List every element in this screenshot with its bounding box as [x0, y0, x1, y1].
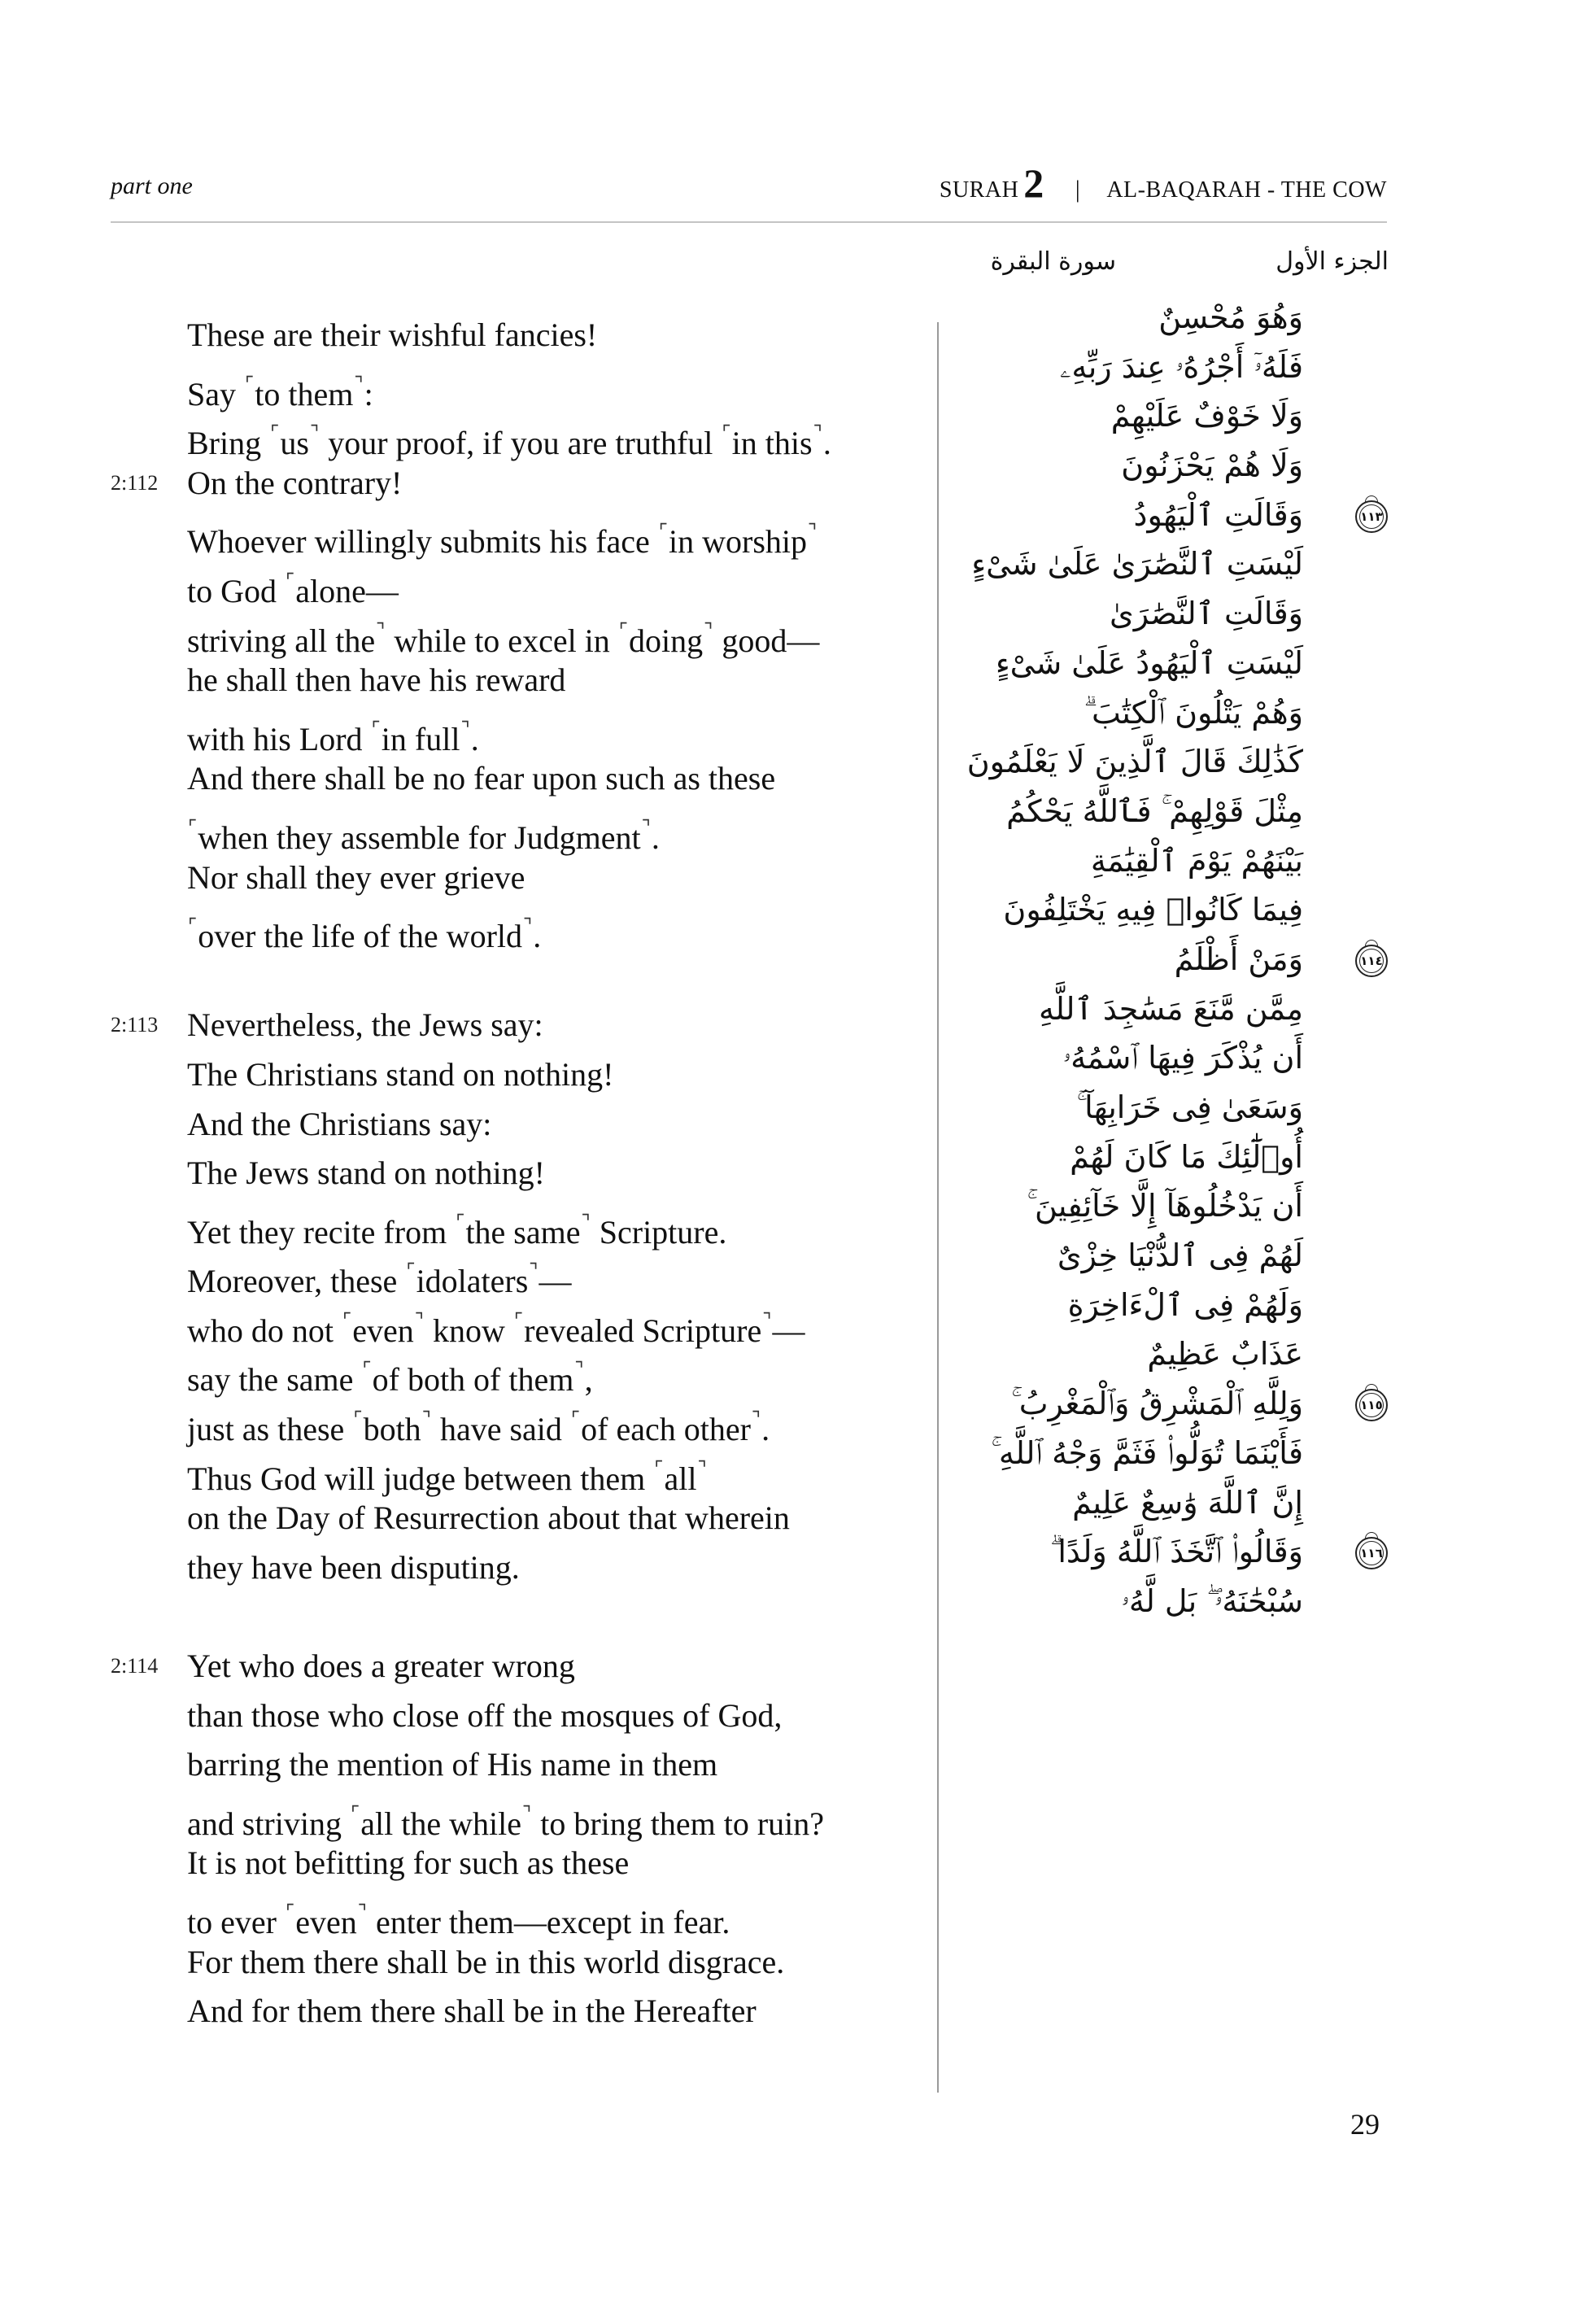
arabic-line: [799, 1133, 1303, 1182]
interpolation-bracket: ⌜: [456, 1211, 465, 1233]
verse-number: 2:113: [111, 1013, 159, 1037]
translation-text: [187, 1494, 790, 1543]
arabic-text: أَن يُذْكَرَ فِيهَا ٱسْمُهُۥ: [1062, 1040, 1303, 1076]
arabic-text: وَهُوَ مُحْسِنٌ: [1158, 299, 1303, 335]
interpolation-bracket: ⌝: [460, 718, 470, 740]
text-segment: ,: [584, 1361, 593, 1399]
text-segment: And for them there shall be in the Hereafter: [187, 1993, 757, 2030]
translation-text: [187, 1938, 784, 1988]
arabic-line: [799, 1181, 1303, 1231]
text-segment: to bring them to ruin?: [532, 1805, 825, 1842]
text-segment: The Christians stand on nothing!: [187, 1055, 614, 1093]
translation-text: [187, 1050, 613, 1100]
translation-text: [187, 1987, 757, 2036]
text-segment: .: [533, 918, 542, 955]
text-segment: who do not: [187, 1312, 342, 1349]
text-segment: :: [364, 375, 373, 412]
arabic-line: [799, 688, 1303, 738]
arabic-line: [799, 1231, 1303, 1281]
translation-line: [0, 1395, 927, 1448]
translation-line: [0, 754, 927, 804]
translation-text: [187, 1543, 520, 1593]
interpolation-bracket: ⌜: [270, 423, 280, 445]
text-segment: It is not befitting for such as these: [187, 1844, 630, 1882]
text-segment: —: [772, 1312, 805, 1349]
interpolation-bracket: ⌜: [362, 1360, 372, 1381]
text-segment: even: [352, 1312, 414, 1349]
verse-marker-number: ١١٥: [1360, 1398, 1383, 1413]
verse-marker-medallion-icon: [1354, 1532, 1393, 1571]
translation-text: [187, 853, 525, 903]
translation-text: [187, 1001, 543, 1050]
arabic-line: [799, 885, 1303, 935]
translation-line: [0, 1494, 927, 1543]
interpolation-bracket: ⌝: [641, 817, 651, 839]
text-segment: The Jews stand on nothing!: [187, 1154, 545, 1192]
translation-line: [0, 656, 927, 705]
translation-line: [0, 1691, 927, 1741]
arabic-line: [799, 836, 1303, 886]
translation-text: [187, 656, 565, 705]
text-segment: they have been disputing.: [187, 1548, 520, 1586]
interpolation-bracket: ⌝: [808, 522, 818, 543]
translation-line: [0, 360, 927, 410]
translation-line: [0, 1050, 927, 1100]
interpolation-bracket: ⌜: [350, 1803, 360, 1825]
interpolation-bracket: ⌜: [353, 1409, 363, 1431]
interpolation-bracket: ⌝: [574, 1360, 584, 1381]
arabic-text: وَلَهُمْ فِى ٱلْءَاخِرَةِ: [1067, 1286, 1303, 1323]
surah-label: SURAH: [939, 177, 1019, 203]
text-segment: have said: [431, 1411, 570, 1448]
interpolation-bracket: ⌝: [813, 423, 822, 445]
arabic-text: لَيْسَتِ ٱلْيَهُودُ عَلَىٰ شَىْءٍ: [995, 644, 1303, 681]
translation-text: [187, 311, 597, 360]
arabic-line: [799, 639, 1303, 688]
verse-marker-number: ١١٣: [1360, 509, 1383, 524]
text-segment: to ever: [187, 1904, 285, 1940]
arabic-text: فَلَهُۥٓ أَجْرُهُۥ عِندَ رَبِّهِۦ: [1059, 348, 1303, 385]
arabic-line: [799, 1429, 1303, 1478]
interpolation-bracket: ⌜: [654, 1458, 664, 1480]
running-head-surah: [939, 160, 1387, 206]
arabic-line: [799, 1577, 1303, 1626]
text-segment: both: [363, 1411, 421, 1448]
text-segment: Bring: [187, 425, 270, 462]
translation-line: [0, 1100, 927, 1150]
interpolation-bracket: ⌝: [376, 620, 386, 642]
verse-marker-number: ١١٦: [1360, 1546, 1383, 1561]
text-segment: even: [295, 1904, 357, 1940]
translation-text: [187, 902, 541, 962]
interpolation-bracket: ⌝: [529, 1261, 539, 1283]
arabic-line: [799, 293, 1303, 343]
translation-line: [0, 1543, 927, 1593]
translation-line: [0, 508, 927, 561]
text-segment: And the Christians say:: [187, 1105, 492, 1142]
translation-line: [0, 1987, 927, 2036]
arabic-text: وَمَنْ أَظْلَمُ: [1174, 941, 1303, 977]
text-segment: he shall then have his reward: [187, 661, 566, 699]
text-segment: us: [280, 425, 309, 462]
verse-marker-medallion-icon: [1354, 940, 1393, 979]
text-segment: on the Day of Resurrection about that wherein: [187, 1499, 790, 1537]
header-separator: |: [1075, 176, 1081, 203]
interpolation-bracket: ⌝: [751, 1409, 761, 1431]
interpolation-bracket: ⌝: [521, 1803, 532, 1825]
interpolation-bracket: ⌜: [658, 522, 669, 543]
arabic-line: [799, 1478, 1303, 1528]
arabic-line: [799, 1033, 1303, 1083]
interpolation-bracket: ⌜: [342, 1310, 352, 1332]
text-segment: For them there shall be in this world disgrace.: [187, 1943, 785, 1980]
text-segment: alone—: [295, 572, 399, 609]
text-segment: in full: [381, 720, 460, 757]
arabic-text: لَهُمْ فِى ٱلدُّنْيَا خِزْىٌ: [1057, 1237, 1303, 1274]
english-translation-column: [0, 311, 927, 2036]
interpolation-bracket: ⌜: [513, 1310, 524, 1332]
arabic-text: بَيْنَهُمْ يَوْمَ ٱلْقِيَٰمَةِ: [1090, 842, 1303, 879]
arabic-text: وَقَالَتِ ٱلْيَهُودُ: [1133, 496, 1303, 533]
text-segment: with his Lord: [187, 720, 371, 757]
text-segment: in worship: [669, 523, 808, 561]
arabic-text: وَلِلَّهِ ٱلْمَشْرِقُ وَٱلْمَغْرِبُ ۚ: [1011, 1386, 1303, 1422]
text-segment: doing: [629, 622, 704, 659]
translation-line: [0, 409, 927, 462]
translation-line: [0, 1247, 927, 1300]
translation-line: [0, 1001, 927, 1050]
text-segment: —: [539, 1263, 572, 1300]
interpolation-bracket: ⌜: [188, 916, 198, 938]
text-segment: than those who close off the mosques of God,: [187, 1696, 783, 1734]
text-segment: just as these: [187, 1411, 353, 1448]
arabic-line: [799, 1379, 1383, 1429]
text-segment: Thus God will judge between them: [187, 1460, 654, 1497]
interpolation-bracket: ⌝: [697, 1458, 707, 1480]
translation-line: [0, 1938, 927, 1988]
arabic-text-column: [799, 293, 1383, 1626]
arabic-line: [799, 491, 1383, 540]
arabic-line: [799, 1527, 1383, 1577]
translation-text: [187, 1740, 717, 1790]
arabic-line: [799, 343, 1303, 392]
interpolation-bracket: ⌜: [371, 718, 381, 740]
arabic-text: مِمَّن مَّنَعَ مَسَٰجِدَ ٱللَّهِ: [1038, 990, 1303, 1027]
arabic-text: إِنَّ ٱللَّهَ وَٰسِعٌ عَلِيمٌ: [1072, 1484, 1303, 1521]
verse-marker-medallion-icon: [1354, 495, 1393, 535]
arabic-text: وَلَا خَوْفٌ عَلَيْهِمْ: [1110, 398, 1303, 434]
text-segment: of each other: [581, 1411, 751, 1448]
text-segment: and striving: [187, 1805, 350, 1842]
interpolation-bracket: ⌝: [762, 1310, 772, 1332]
arabic-line: [799, 1329, 1303, 1379]
text-segment: revealed Scripture: [524, 1312, 762, 1349]
text-segment: .: [761, 1411, 770, 1448]
arabic-line: [799, 441, 1303, 491]
verse-marker-medallion-icon: [1354, 1384, 1393, 1423]
text-segment: say the same: [187, 1361, 362, 1399]
interpolation-bracket: ⌝: [704, 620, 713, 642]
translation-line: [0, 853, 927, 903]
interpolation-bracket: ⌜: [285, 1902, 295, 1923]
translation-text: [187, 1839, 629, 1888]
translation-line: [0, 902, 927, 955]
arabic-text: عَذَابٌ عَظِيمٌ: [1147, 1336, 1303, 1373]
arabic-text: وَلَا هُمْ يَحْزَنُونَ: [1121, 447, 1303, 484]
text-segment: of both of them: [372, 1361, 574, 1399]
arabic-line: [799, 737, 1303, 787]
header-rule: [111, 221, 1387, 223]
translation-line: [0, 459, 927, 509]
arabic-text: سُبْحَٰنَهُۥ ۖ بَل لَّهُۥ: [1121, 1582, 1303, 1619]
interpolation-bracket: ⌝: [414, 1310, 425, 1332]
arabic-line: [799, 935, 1383, 984]
text-segment: Yet they recite from: [187, 1213, 456, 1251]
interpolation-bracket: ⌜: [570, 1409, 581, 1431]
interpolation-bracket: ⌜: [406, 1261, 416, 1283]
arabic-text: لَيْسَتِ ٱلنَّصَٰرَىٰ عَلَىٰ شَىْءٍ: [971, 546, 1303, 583]
text-segment: And there shall be no fear upon such as these: [187, 760, 776, 797]
text-segment: all: [664, 1460, 697, 1497]
translation-text: [187, 1100, 491, 1150]
verse-number: 2:114: [111, 1654, 159, 1678]
text-segment: enter them—except in fear.: [367, 1904, 730, 1940]
translation-line: [0, 1642, 927, 1691]
arabic-line: [799, 539, 1303, 589]
arabic-text: فِيمَا كَانُوا۟ فِيهِ يَخْتَلِفُونَ: [1003, 892, 1303, 928]
surah-title: AL-BAQARAH - THE COW: [1106, 177, 1387, 203]
arabic-text: فَأَيْنَمَا تُوَلُّوا۟ فَثَمَّ وَجْهُ ٱللَّهِ ۚ: [991, 1434, 1303, 1471]
interpolation-bracket: ⌝: [309, 423, 320, 445]
translation-line: [0, 1149, 927, 1198]
text-segment: Moreover, these: [187, 1263, 406, 1300]
translation-text: [187, 1642, 575, 1691]
text-segment: Yet who does a greater wrong: [187, 1648, 575, 1685]
translation-text: [187, 1691, 782, 1741]
translation-line: [0, 1297, 927, 1347]
text-segment: Say: [187, 375, 244, 412]
text-segment: On the contrary!: [187, 464, 403, 501]
text-segment: Whoever willingly submits his face: [187, 523, 658, 561]
interpolation-bracket: ⌜: [618, 620, 629, 642]
text-segment: to them: [255, 375, 354, 412]
interpolation-bracket: ⌜: [722, 423, 731, 445]
interpolation-bracket: ⌜: [245, 373, 255, 395]
interpolation-bracket: ⌜: [286, 570, 295, 592]
text-segment: over the life of the world: [198, 918, 522, 955]
arabic-surah-heading: سورة البقرة: [990, 247, 1116, 276]
verse-marker-number: ١١٤: [1360, 953, 1383, 968]
arabic-line: [799, 787, 1303, 836]
arabic-text: أُو۟لَٰٓئِكَ مَا كَانَ لَهُمْ: [1070, 1138, 1303, 1175]
interpolation-bracket: ⌝: [357, 1902, 367, 1923]
text-segment: .: [470, 720, 479, 757]
page-number: 29: [1350, 2108, 1380, 2141]
text-segment: Scripture.: [591, 1213, 727, 1251]
translation-line: [0, 311, 927, 360]
interpolation-bracket: ⌝: [421, 1409, 431, 1431]
text-segment: your proof, if you are truthful: [320, 425, 722, 462]
arabic-juz-heading: الجزء الأول: [1275, 247, 1389, 276]
verse-number: 2:112: [111, 470, 159, 495]
text-segment: know: [425, 1312, 513, 1349]
translation-line: [0, 1346, 927, 1399]
text-segment: barring the mention of His name in them: [187, 1746, 718, 1783]
arabic-text: أَن يَدْخُلُوهَآ إِلَّا خَآئِفِينَ ۚ: [1027, 1188, 1303, 1224]
arabic-text: وَهُمْ يَتْلُونَ ٱلْكِتَٰبَ ۗ: [1084, 694, 1303, 731]
translation-line: [0, 1888, 927, 1938]
surah-number: 2: [1023, 160, 1044, 206]
stanza-gap: [0, 1592, 927, 1642]
text-segment: .: [822, 425, 831, 462]
translation-line: [0, 1445, 927, 1495]
translation-text: [187, 1149, 545, 1198]
translation-line: [0, 1740, 927, 1790]
arabic-line: [799, 1083, 1303, 1133]
text-segment: Nor shall they ever grieve: [187, 858, 525, 896]
arabic-text: وَقَالَتِ ٱلنَّصَٰرَىٰ: [1109, 596, 1303, 632]
interpolation-bracket: ⌝: [581, 1211, 591, 1233]
text-segment: all the while: [360, 1805, 521, 1842]
interpolation-bracket: ⌝: [523, 916, 533, 938]
translation-text: [187, 754, 775, 804]
translation-line: [0, 1198, 927, 1251]
text-segment: when they assemble for Judgment: [198, 818, 641, 856]
arabic-text: وَقَالُوا۟ ٱتَّخَذَ ٱللَّهُ وَلَدًا ۗ: [1049, 1534, 1303, 1570]
translation-line: [0, 804, 927, 856]
translation-text: [187, 459, 402, 509]
text-segment: while to excel in: [386, 622, 618, 659]
translation-line: [0, 705, 927, 755]
arabic-text: وَسَعَىٰ فِى خَرَابِهَآ ۚ: [1076, 1089, 1303, 1125]
arabic-line: [799, 391, 1303, 441]
arabic-line: [799, 589, 1303, 639]
text-segment: in this: [731, 425, 813, 462]
arabic-text: كَذَٰلِكَ قَالَ ٱلَّذِينَ لَا يَعْلَمُونَ: [966, 744, 1303, 780]
translation-line: [0, 607, 927, 657]
arabic-text: مِثْلَ قَوْلِهِمْ ۚ فَٱللَّهُ يَحْكُمُ: [1006, 792, 1303, 829]
text-segment: the same: [465, 1213, 581, 1251]
text-segment: .: [651, 818, 660, 856]
translation-line: [0, 1790, 927, 1840]
interpolation-bracket: ⌝: [354, 373, 364, 395]
text-segment: to God: [187, 572, 285, 609]
interpolation-bracket: ⌜: [188, 817, 198, 839]
arabic-line: [799, 984, 1303, 1034]
text-segment: good—: [713, 622, 820, 659]
arabic-line: [799, 1281, 1303, 1330]
text-segment: idolaters: [416, 1263, 529, 1300]
text-segment: striving all the: [187, 622, 376, 659]
translation-line: [0, 1839, 927, 1888]
running-head-part: part one: [111, 172, 193, 199]
text-segment: These are their wishful fancies!: [187, 316, 598, 353]
translation-line: [0, 557, 927, 607]
text-segment: Nevertheless, the Jews say:: [187, 1006, 543, 1044]
